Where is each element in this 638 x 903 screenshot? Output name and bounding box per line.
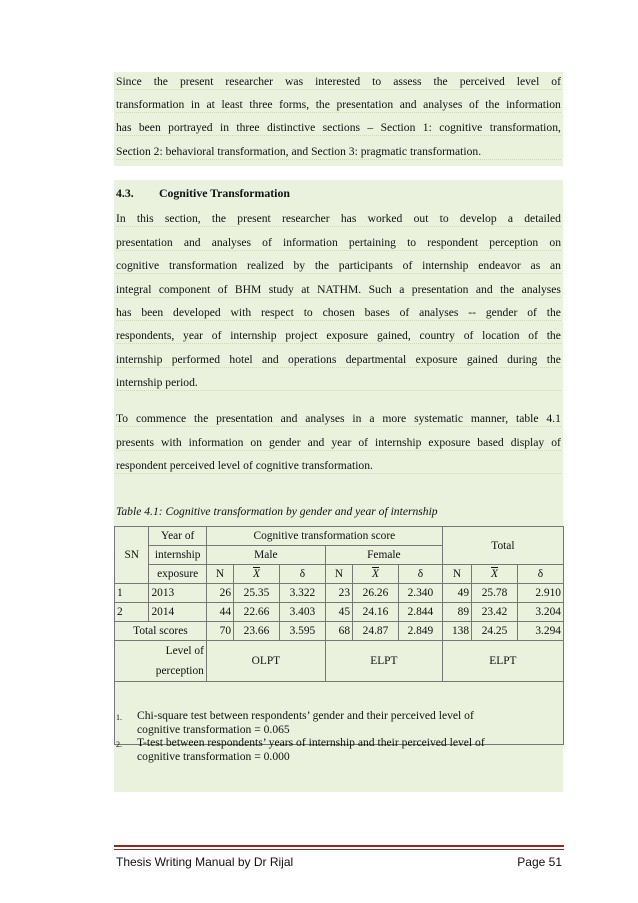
text-line: Section 2: behavioral transformation, and Section 3: pragmatic transformation. [116,145,561,160]
word: in [190,98,200,111]
male-header: Male [206,546,325,565]
word: internship [422,259,469,272]
cell-total-mean: 25.78 [472,584,518,603]
cell-female-sd: 2.340 [398,584,442,603]
word: the [546,329,561,342]
cell-total-label: Total scores [115,622,207,641]
word: and [475,283,493,296]
word: analyses [521,283,561,296]
word: presents [116,436,154,449]
word: of [551,75,561,88]
word: forms, [279,98,310,111]
word: gained [466,353,498,366]
word: an [550,259,561,272]
total-header: Total [442,527,563,565]
word: based [477,436,504,449]
col-mean: $\overline{X}$ [353,565,399,584]
cell-male-sd: 3.403 [279,603,325,622]
word: exposure [326,329,369,342]
word: operations [288,353,337,366]
word: out [413,212,429,225]
word: performed [171,353,221,366]
word: exposure [415,353,458,366]
cell-male-mean: 23.66 [234,622,280,641]
female-header: Female [325,546,442,565]
word: Since [116,75,142,88]
page-footer [116,855,562,869]
word: portrayed [168,121,213,134]
word: a [399,283,405,296]
word: location [482,329,520,342]
word: bases [364,306,390,319]
word: country [419,329,455,342]
word: has [340,212,357,225]
cell-female-mean: 26.26 [353,584,399,603]
word: participants [338,259,393,272]
word: this [136,212,154,225]
word: perceived [459,75,505,88]
table-row [115,584,564,603]
word: analyses [211,236,252,249]
cell-female-mean: 24.87 [353,622,399,641]
word: with [230,306,252,319]
footer-rule [114,845,564,847]
word: with [161,436,182,449]
word: the [153,75,168,88]
text-line [116,75,561,90]
word: presentation [411,283,469,296]
word: the [546,353,561,366]
cell-total-mean: 23.42 [472,603,518,622]
word: 1: [422,121,432,134]
year-header-line1: Year of [149,527,206,546]
word: sections [322,121,361,134]
table-caption: Table 4.1: Cognitive transformation by gender and year of internship [116,505,438,518]
col-sd: δ [398,565,442,584]
word: respect [261,306,294,319]
word: was [285,75,304,88]
word: analyses [419,306,459,319]
cell-level-female: ELPT [325,641,442,682]
word: to [439,212,449,225]
word: BHM [234,283,262,296]
col-mean: $\overline{X}$ [234,565,280,584]
cell-male-sd: 3.595 [279,622,325,641]
word: Such [368,283,392,296]
cell-male-mean: 22.66 [234,603,280,622]
cell-total-n: 49 [442,584,471,603]
word: -- [468,306,476,319]
word: table [515,412,539,425]
word: and [261,353,279,366]
word: in [219,121,229,134]
word: internship [375,436,422,449]
word: systematic [414,412,464,425]
word: been [138,121,161,134]
word: information [188,436,244,449]
cell-male-n: 44 [206,603,233,622]
word: exposure [428,436,471,449]
table-level-row [115,641,564,682]
word: endeavor [478,259,521,272]
score-header: Cognitive transformation score [206,527,442,546]
word: of [211,329,222,342]
word: of [551,436,561,449]
word: gender [485,306,518,319]
cell-female-mean: 24.16 [353,603,399,622]
year-header-line2: internship [149,546,206,565]
cell-total-n: 138 [442,622,471,641]
word: project [285,329,318,342]
word: least [221,98,243,111]
text-line [116,121,561,136]
word: presentation [116,236,173,249]
cell-level-total: ELPT [442,641,563,682]
word: perception [489,236,539,249]
word: more [382,412,407,425]
text-line [116,259,561,274]
word: been [141,306,164,319]
word: Section [380,121,416,134]
section-number: 4.3. [116,186,134,200]
word: 4.1 [546,412,561,425]
word: in [352,412,362,425]
word: develop [459,212,497,225]
word: worked [367,212,403,225]
col-n: N [442,565,471,584]
cell-level-male: OLPT [206,641,325,682]
text-line [116,353,561,368]
word: section, [164,212,201,225]
word: presentation [336,98,394,111]
word: transformation [168,259,238,272]
word: commence [135,412,187,425]
word: analyses [423,98,463,111]
word: of [402,259,413,272]
word: present [179,75,214,88]
sn-header: SN [115,527,149,584]
word: the [315,98,330,111]
cell-male-mean: 25.35 [234,584,280,603]
word: the [485,98,500,111]
word: by [293,259,306,272]
col-sd: δ [517,565,563,584]
cell-male-n: 26 [206,584,233,603]
word: year [331,436,352,449]
word: pertaining [348,236,396,249]
word: has [116,121,132,134]
word: the [314,259,329,272]
text-line [116,329,561,344]
note-line: cognitive transformation = 0.000 [137,749,290,763]
level-label-line1: Level of [165,645,204,657]
text-line: internship period. [116,376,561,391]
word: the [194,412,209,425]
text-line [116,306,561,321]
section-title: Cognitive Transformation [158,186,290,200]
word: information [506,98,561,111]
word: and [307,436,325,449]
word: of [469,98,479,111]
word: at [206,98,215,111]
table-notes [116,709,563,763]
word: gained, [376,329,411,342]
note-item [116,709,563,736]
word: component [158,283,211,296]
word: present [237,212,271,225]
text-line [116,212,561,227]
word: presentation [216,412,273,425]
cell-year: 2013 [149,584,206,603]
word: respondents, [116,329,175,342]
cell-male-sd: 3.322 [279,584,325,603]
cell-total-n: 89 [442,603,471,622]
word: the [546,306,561,319]
word: transformation, [489,121,561,134]
cell-year: 2014 [149,603,206,622]
word: manner, [470,412,509,425]
note-line: T-test between respondents’ years of internship and their perceived level of [137,736,485,749]
word: To [116,412,129,425]
word: transformation [116,98,185,111]
word: of [399,306,410,319]
word: and [399,98,417,111]
text-line [116,283,561,298]
word: gender [269,436,301,449]
cell-sn: 2 [115,603,149,622]
word: three [249,98,273,111]
text-line [116,412,561,427]
word: analyses [305,412,345,425]
section-heading [116,186,290,201]
word: a [507,212,514,225]
word: and [280,412,298,425]
col-sd: δ [279,565,325,584]
word: study [268,283,294,296]
cell-female-sd: 2.844 [398,603,442,622]
word: integral [116,283,152,296]
text-line [116,98,561,113]
word: the [500,283,515,296]
col-n: N [325,565,352,584]
word: to [372,75,382,88]
cell-female-n: 45 [325,603,352,622]
note-line: Chi-square test between respondents’ gender and their perceived level of [137,709,474,722]
word: three [236,121,260,134]
footer-title: Thesis Writing Manual by Dr Rijal [116,855,294,869]
word: distinctive [266,121,316,134]
word: of [262,236,272,249]
text-line: respondent perceived level of cognitive transformation. [116,459,561,474]
word: year [183,329,203,342]
page-number: Page 51 [517,855,562,869]
cell-total-mean: 24.25 [472,622,518,641]
word: researcher [282,212,330,225]
text-line [116,236,561,251]
word: assess [393,75,422,88]
footer-rule [114,849,564,850]
word: NATHM. [317,283,362,296]
text-line [116,436,561,451]
table-row [115,603,564,622]
word: on [549,236,561,249]
col-mean: $\overline{X}$ [472,565,518,584]
word: a [369,412,375,425]
word: of [527,306,537,319]
word: cognitive [116,259,160,272]
word: realized [246,259,284,272]
cell-female-n: 23 [325,584,352,603]
level-label-line2: perception [155,665,204,677]
word: of [358,436,368,449]
word: display [510,436,545,449]
word: has [116,306,132,319]
word: and [183,236,201,249]
word: respondent [427,236,479,249]
cell-level-label [115,641,207,682]
word: at [301,283,310,296]
word: internship [116,353,163,366]
word: information [283,236,338,249]
word: cognitive [439,121,483,134]
word: the [211,212,227,225]
cell-total-sd: 3.204 [517,603,563,622]
word: interested [315,75,361,88]
word: hotel [229,353,253,366]
word: level [516,75,540,88]
cell-total-sd: 3.294 [517,622,563,641]
word: internship [230,329,277,342]
note-item [116,736,563,763]
word: – [367,121,374,134]
word: as [530,259,541,272]
word: In [116,212,126,225]
table-total-row [115,622,564,641]
cell-female-sd: 2.849 [398,622,442,641]
cell-sn: 1 [115,584,149,603]
word: the [433,75,448,88]
note-number: 2. [116,740,122,749]
word: to [407,236,417,249]
year-header-line3: exposure [149,565,206,584]
word: during [507,353,538,366]
col-n: N [206,565,233,584]
note-line: cognitive transformation = 0.065 [137,722,290,736]
word: developed [173,306,221,319]
cell-total-sd: 2.910 [517,584,563,603]
word: researcher [225,75,274,88]
word: to [303,306,313,319]
word: on [250,436,263,449]
note-number: 1. [116,713,122,722]
cell-male-n: 70 [206,622,233,641]
cell-female-n: 68 [325,622,352,641]
word: chosen [322,306,355,319]
word: departmental [345,353,407,366]
word: detailed [524,212,561,225]
word: of [463,329,474,342]
word: of [217,283,228,296]
word: of [528,329,538,342]
